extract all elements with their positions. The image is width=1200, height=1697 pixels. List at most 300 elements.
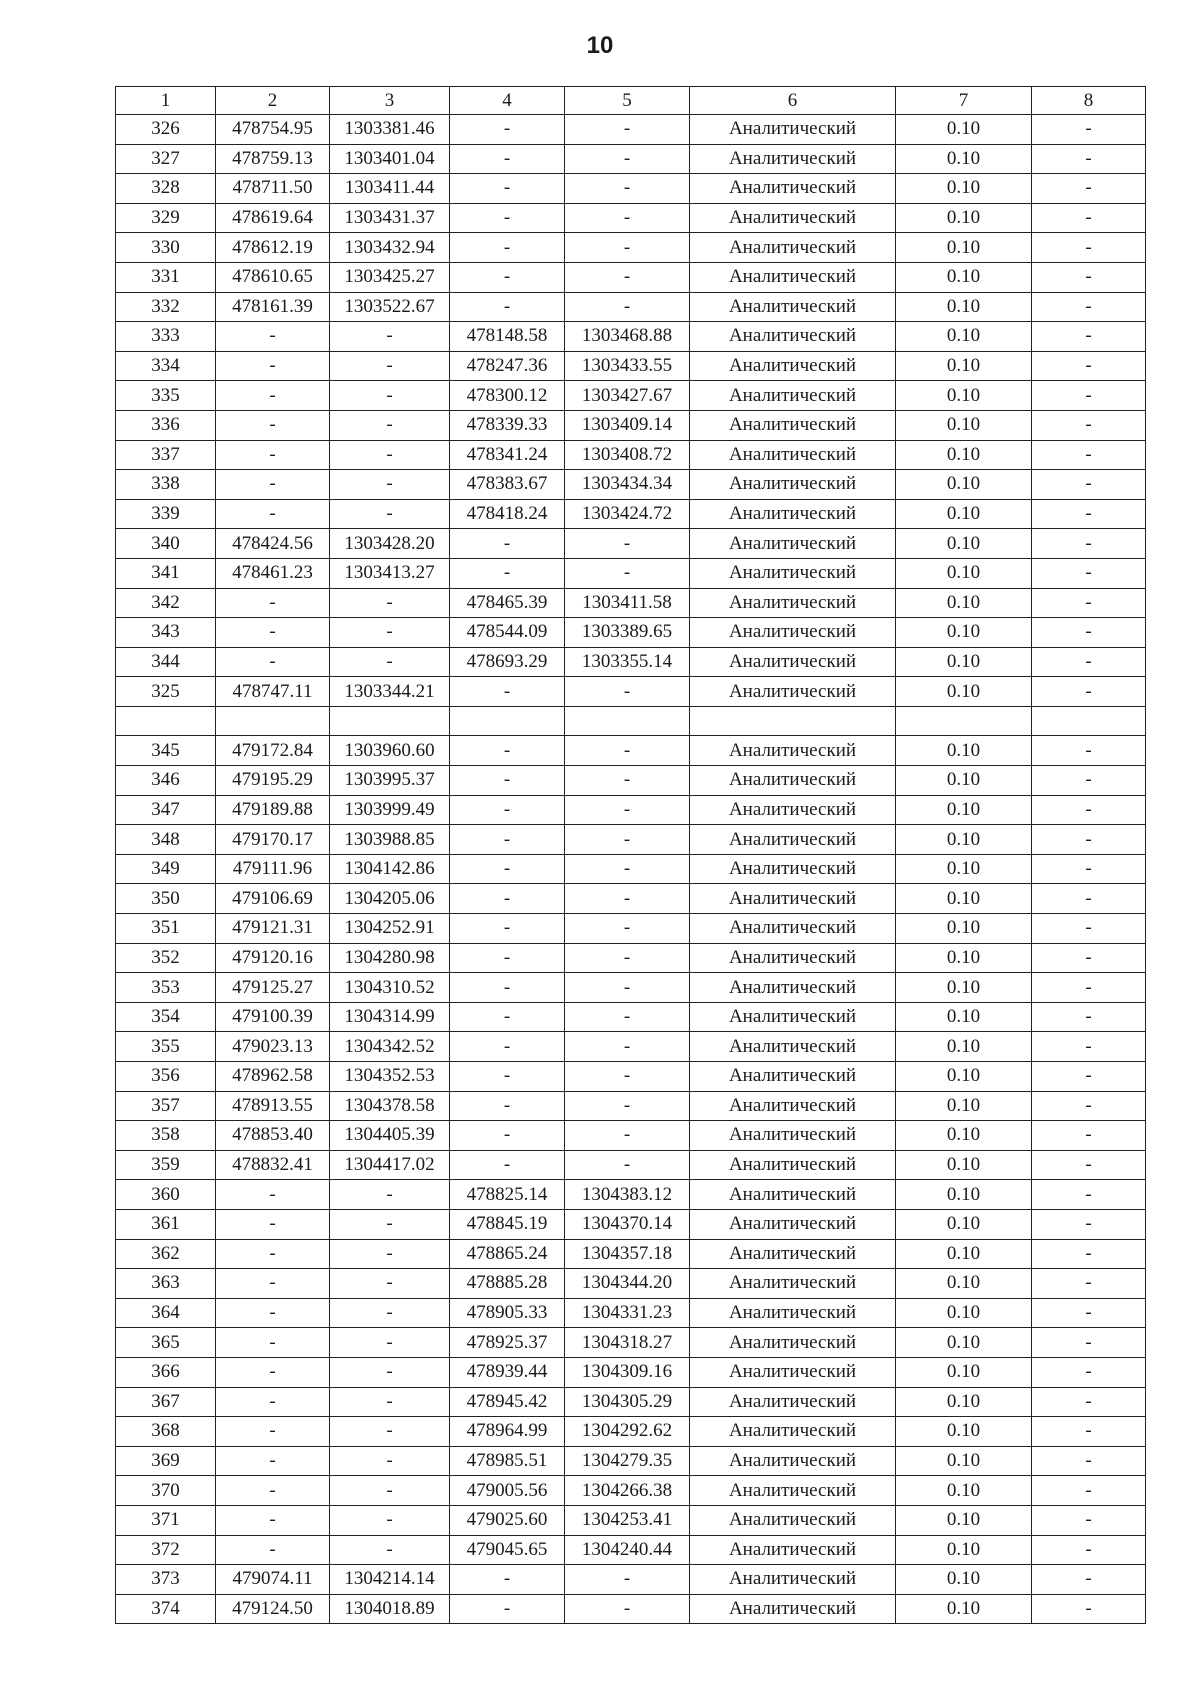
y-existing-cell: - xyxy=(330,381,450,411)
point-number-cell: 333 xyxy=(116,322,216,352)
x-existing-cell: 478832.41 xyxy=(216,1150,330,1180)
point-number-cell: 339 xyxy=(116,499,216,529)
note-cell: - xyxy=(1032,943,1146,973)
accuracy-cell: 0.10 xyxy=(896,144,1032,174)
x-existing-cell: 479120.16 xyxy=(216,943,330,973)
x-new-cell: - xyxy=(450,558,565,588)
note-cell: - xyxy=(1032,884,1146,914)
point-number-cell: 326 xyxy=(116,115,216,145)
y-new-cell: 1304253.41 xyxy=(565,1505,690,1535)
table-row xyxy=(116,1446,1146,1476)
column-header: 2 xyxy=(216,87,330,115)
table-row xyxy=(116,1180,1146,1210)
y-existing-cell: 1303431.37 xyxy=(330,203,450,233)
table-row xyxy=(116,115,1146,145)
accuracy-cell: 0.10 xyxy=(896,736,1032,766)
note-cell: - xyxy=(1032,1032,1146,1062)
y-existing-cell: 1303428.20 xyxy=(330,529,450,559)
note-cell: - xyxy=(1032,1091,1146,1121)
accuracy-cell: 0.10 xyxy=(896,943,1032,973)
x-new-cell: - xyxy=(450,1565,565,1595)
point-number-cell: 360 xyxy=(116,1180,216,1210)
accuracy-cell: 0.10 xyxy=(896,1565,1032,1595)
method-cell: Аналитический xyxy=(690,766,896,796)
y-new-cell: - xyxy=(565,825,690,855)
y-new-cell: 1304370.14 xyxy=(565,1209,690,1239)
note-cell: - xyxy=(1032,1062,1146,1092)
note-cell: - xyxy=(1032,1476,1146,1506)
table-row xyxy=(116,736,1146,766)
x-new-cell: - xyxy=(450,262,565,292)
accuracy-cell: 0.10 xyxy=(896,1002,1032,1032)
x-new-cell: - xyxy=(450,1594,565,1624)
y-new-cell: - xyxy=(565,736,690,766)
table-row xyxy=(116,529,1146,559)
table-row xyxy=(116,973,1146,1003)
y-existing-cell: 1304142.86 xyxy=(330,854,450,884)
note-cell: - xyxy=(1032,766,1146,796)
x-new-cell: 478964.99 xyxy=(450,1417,565,1447)
point-number-cell: 349 xyxy=(116,854,216,884)
x-new-cell: - xyxy=(450,1091,565,1121)
table-row xyxy=(116,1269,1146,1299)
method-cell: Аналитический xyxy=(690,1505,896,1535)
y-new-cell: - xyxy=(565,1150,690,1180)
point-number-cell: 359 xyxy=(116,1150,216,1180)
x-existing-cell: - xyxy=(216,1209,330,1239)
accuracy-cell: 0.10 xyxy=(896,1239,1032,1269)
x-new-cell: - xyxy=(450,943,565,973)
note-cell: - xyxy=(1032,588,1146,618)
method-cell: Аналитический xyxy=(690,854,896,884)
x-new-cell: 478418.24 xyxy=(450,499,565,529)
point-number-cell: 348 xyxy=(116,825,216,855)
note-cell: - xyxy=(1032,470,1146,500)
table-row xyxy=(116,588,1146,618)
accuracy-cell: 0.10 xyxy=(896,1062,1032,1092)
x-new-cell: 478383.67 xyxy=(450,470,565,500)
method-cell: Аналитический xyxy=(690,1328,896,1358)
point-number-cell: 352 xyxy=(116,943,216,973)
table-row xyxy=(116,1150,1146,1180)
y-new-cell: 1304344.20 xyxy=(565,1269,690,1299)
accuracy-cell: 0.10 xyxy=(896,1417,1032,1447)
table-row xyxy=(116,1328,1146,1358)
method-cell: Аналитический xyxy=(690,558,896,588)
table-row xyxy=(116,1565,1146,1595)
y-existing-cell: - xyxy=(330,647,450,677)
note-cell: - xyxy=(1032,825,1146,855)
point-number-cell: 350 xyxy=(116,884,216,914)
coordinate-table xyxy=(115,86,1146,1624)
table-row xyxy=(116,914,1146,944)
point-number-cell: 328 xyxy=(116,174,216,204)
y-existing-cell: - xyxy=(330,1446,450,1476)
x-new-cell: 478945.42 xyxy=(450,1387,565,1417)
table-body xyxy=(116,115,1146,1624)
x-existing-cell: 478424.56 xyxy=(216,529,330,559)
x-existing-cell: - xyxy=(216,1387,330,1417)
point-number-cell: 370 xyxy=(116,1476,216,1506)
table-row xyxy=(116,884,1146,914)
x-new-cell: - xyxy=(450,825,565,855)
x-existing-cell: - xyxy=(216,588,330,618)
y-new-cell: 1303424.72 xyxy=(565,499,690,529)
y-new-cell: - xyxy=(565,529,690,559)
x-new-cell: - xyxy=(450,854,565,884)
x-existing-cell: 478759.13 xyxy=(216,144,330,174)
y-new-cell: - xyxy=(565,795,690,825)
y-existing-cell: 1303995.37 xyxy=(330,766,450,796)
x-existing-cell: 479100.39 xyxy=(216,1002,330,1032)
point-number-cell: 355 xyxy=(116,1032,216,1062)
y-new-cell: - xyxy=(565,1091,690,1121)
table-row xyxy=(116,825,1146,855)
x-existing-cell: 478461.23 xyxy=(216,558,330,588)
note-cell: - xyxy=(1032,1180,1146,1210)
point-number-cell: 366 xyxy=(116,1357,216,1387)
point-number-cell: 374 xyxy=(116,1594,216,1624)
table-row xyxy=(116,706,1146,736)
note-cell: - xyxy=(1032,351,1146,381)
note-cell: - xyxy=(1032,618,1146,648)
note-cell: - xyxy=(1032,1328,1146,1358)
x-new-cell: 478339.33 xyxy=(450,410,565,440)
y-existing-cell: 1303522.67 xyxy=(330,292,450,322)
table-row xyxy=(116,470,1146,500)
x-new-cell: - xyxy=(450,174,565,204)
method-cell: Аналитический xyxy=(690,115,896,145)
note-cell: - xyxy=(1032,1150,1146,1180)
y-new-cell: - xyxy=(565,973,690,1003)
table-row xyxy=(116,1505,1146,1535)
accuracy-cell: 0.10 xyxy=(896,618,1032,648)
method-cell: Аналитический xyxy=(690,677,896,707)
note-cell: - xyxy=(1032,736,1146,766)
y-new-cell: - xyxy=(565,677,690,707)
y-existing-cell: - xyxy=(330,499,450,529)
point-number-cell: 363 xyxy=(116,1269,216,1299)
note-cell: - xyxy=(1032,854,1146,884)
method-cell: Аналитический xyxy=(690,499,896,529)
method-cell: Аналитический xyxy=(690,795,896,825)
x-existing-cell: - xyxy=(216,1417,330,1447)
accuracy-cell: 0.10 xyxy=(896,1121,1032,1151)
y-existing-cell: 1303425.27 xyxy=(330,262,450,292)
y-new-cell: 1304305.29 xyxy=(565,1387,690,1417)
x-new-cell: 478825.14 xyxy=(450,1180,565,1210)
x-new-cell: 478885.28 xyxy=(450,1269,565,1299)
column-header: 7 xyxy=(896,87,1032,115)
y-existing-cell: 1303401.04 xyxy=(330,144,450,174)
x-existing-cell: 479170.17 xyxy=(216,825,330,855)
method-cell: Аналитический xyxy=(690,1209,896,1239)
accuracy-cell: 0.10 xyxy=(896,1505,1032,1535)
x-existing-cell: 478711.50 xyxy=(216,174,330,204)
y-new-cell: - xyxy=(565,1062,690,1092)
x-new-cell: - xyxy=(450,1062,565,1092)
accuracy-cell: 0.10 xyxy=(896,1032,1032,1062)
method-cell: Аналитический xyxy=(690,1417,896,1447)
x-existing-cell: - xyxy=(216,381,330,411)
y-new-cell: - xyxy=(565,943,690,973)
x-existing-cell: - xyxy=(216,440,330,470)
method-cell: Аналитический xyxy=(690,1298,896,1328)
table-row xyxy=(116,499,1146,529)
accuracy-cell: 0.10 xyxy=(896,115,1032,145)
x-new-cell: - xyxy=(450,766,565,796)
note-cell: - xyxy=(1032,647,1146,677)
method-cell: Аналитический xyxy=(690,1121,896,1151)
table-row xyxy=(116,647,1146,677)
note-cell: - xyxy=(1032,499,1146,529)
accuracy-cell: 0.10 xyxy=(896,558,1032,588)
table-row xyxy=(116,618,1146,648)
column-header: 6 xyxy=(690,87,896,115)
y-new-cell: 1303468.88 xyxy=(565,322,690,352)
method-cell xyxy=(690,706,896,736)
method-cell: Аналитический xyxy=(690,914,896,944)
x-new-cell: - xyxy=(450,1150,565,1180)
x-existing-cell: - xyxy=(216,1239,330,1269)
point-number-cell: 332 xyxy=(116,292,216,322)
y-existing-cell: 1303381.46 xyxy=(330,115,450,145)
note-cell: - xyxy=(1032,973,1146,1003)
accuracy-cell: 0.10 xyxy=(896,470,1032,500)
y-new-cell: - xyxy=(565,1002,690,1032)
y-existing-cell: 1304342.52 xyxy=(330,1032,450,1062)
y-new-cell: 1304292.62 xyxy=(565,1417,690,1447)
accuracy-cell: 0.10 xyxy=(896,233,1032,263)
y-new-cell: - xyxy=(565,292,690,322)
point-number-cell: 331 xyxy=(116,262,216,292)
y-existing-cell: - xyxy=(330,1269,450,1299)
y-new-cell: 1303408.72 xyxy=(565,440,690,470)
y-new-cell: - xyxy=(565,262,690,292)
x-existing-cell: - xyxy=(216,322,330,352)
y-existing-cell: 1304378.58 xyxy=(330,1091,450,1121)
y-new-cell: 1304331.23 xyxy=(565,1298,690,1328)
x-existing-cell: - xyxy=(216,1328,330,1358)
table-row xyxy=(116,410,1146,440)
y-new-cell: - xyxy=(565,1121,690,1151)
y-new-cell: - xyxy=(565,1565,690,1595)
y-existing-cell: 1303988.85 xyxy=(330,825,450,855)
y-existing-cell: - xyxy=(330,1535,450,1565)
x-existing-cell: 479124.50 xyxy=(216,1594,330,1624)
point-number-cell: 340 xyxy=(116,529,216,559)
table-row xyxy=(116,558,1146,588)
x-existing-cell: - xyxy=(216,470,330,500)
x-new-cell: 478341.24 xyxy=(450,440,565,470)
note-cell: - xyxy=(1032,322,1146,352)
x-new-cell: - xyxy=(450,884,565,914)
y-existing-cell: - xyxy=(330,1180,450,1210)
accuracy-cell: 0.10 xyxy=(896,1535,1032,1565)
method-cell: Аналитический xyxy=(690,1062,896,1092)
method-cell: Аналитический xyxy=(690,233,896,263)
y-new-cell xyxy=(565,706,690,736)
x-existing-cell: - xyxy=(216,647,330,677)
note-cell: - xyxy=(1032,529,1146,559)
x-existing-cell: 478913.55 xyxy=(216,1091,330,1121)
note-cell: - xyxy=(1032,1002,1146,1032)
x-new-cell: - xyxy=(450,115,565,145)
table-row xyxy=(116,262,1146,292)
method-cell: Аналитический xyxy=(690,647,896,677)
x-new-cell: 478939.44 xyxy=(450,1357,565,1387)
method-cell: Аналитический xyxy=(690,1446,896,1476)
x-new-cell: 478148.58 xyxy=(450,322,565,352)
note-cell: - xyxy=(1032,410,1146,440)
x-new-cell: - xyxy=(450,973,565,1003)
y-existing-cell: - xyxy=(330,1328,450,1358)
method-cell: Аналитический xyxy=(690,588,896,618)
table-row xyxy=(116,1535,1146,1565)
y-new-cell: - xyxy=(565,766,690,796)
y-new-cell: 1304318.27 xyxy=(565,1328,690,1358)
method-cell: Аналитический xyxy=(690,174,896,204)
point-number-cell: 343 xyxy=(116,618,216,648)
x-existing-cell: - xyxy=(216,1535,330,1565)
note-cell: - xyxy=(1032,914,1146,944)
x-existing-cell: 478161.39 xyxy=(216,292,330,322)
x-existing-cell: 479111.96 xyxy=(216,854,330,884)
y-new-cell: 1304279.35 xyxy=(565,1446,690,1476)
note-cell: - xyxy=(1032,1505,1146,1535)
accuracy-cell: 0.10 xyxy=(896,1298,1032,1328)
x-new-cell: 479045.65 xyxy=(450,1535,565,1565)
point-number-cell: 371 xyxy=(116,1505,216,1535)
note-cell: - xyxy=(1032,203,1146,233)
x-new-cell: - xyxy=(450,914,565,944)
x-existing-cell: 478610.65 xyxy=(216,262,330,292)
table-row xyxy=(116,1062,1146,1092)
note-cell: - xyxy=(1032,1298,1146,1328)
y-existing-cell: - xyxy=(330,1387,450,1417)
accuracy-cell: 0.10 xyxy=(896,973,1032,1003)
point-number-cell: 373 xyxy=(116,1565,216,1595)
x-new-cell: 478465.39 xyxy=(450,588,565,618)
note-cell: - xyxy=(1032,558,1146,588)
point-number-cell: 329 xyxy=(116,203,216,233)
accuracy-cell: 0.10 xyxy=(896,174,1032,204)
y-existing-cell: 1303960.60 xyxy=(330,736,450,766)
accuracy-cell: 0.10 xyxy=(896,647,1032,677)
table-row xyxy=(116,1209,1146,1239)
y-existing-cell: 1303432.94 xyxy=(330,233,450,263)
method-cell: Аналитический xyxy=(690,618,896,648)
x-existing-cell: 478853.40 xyxy=(216,1121,330,1151)
point-number-cell: 341 xyxy=(116,558,216,588)
x-new-cell: - xyxy=(450,677,565,707)
table-row xyxy=(116,1417,1146,1447)
method-cell: Аналитический xyxy=(690,1150,896,1180)
table-row xyxy=(116,766,1146,796)
accuracy-cell: 0.10 xyxy=(896,499,1032,529)
y-existing-cell: 1304352.53 xyxy=(330,1062,450,1092)
y-existing-cell: - xyxy=(330,351,450,381)
y-new-cell: 1304240.44 xyxy=(565,1535,690,1565)
accuracy-cell: 0.10 xyxy=(896,1594,1032,1624)
y-new-cell: 1303389.65 xyxy=(565,618,690,648)
x-new-cell: - xyxy=(450,233,565,263)
point-number-cell: 325 xyxy=(116,677,216,707)
x-new-cell: 478693.29 xyxy=(450,647,565,677)
accuracy-cell: 0.10 xyxy=(896,262,1032,292)
y-new-cell: 1303409.14 xyxy=(565,410,690,440)
x-existing-cell: 479195.29 xyxy=(216,766,330,796)
point-number-cell: 369 xyxy=(116,1446,216,1476)
method-cell: Аналитический xyxy=(690,203,896,233)
table-row xyxy=(116,1091,1146,1121)
y-new-cell: - xyxy=(565,174,690,204)
point-number-cell: 342 xyxy=(116,588,216,618)
x-existing-cell: 479125.27 xyxy=(216,973,330,1003)
accuracy-cell: 0.10 xyxy=(896,410,1032,440)
x-new-cell: - xyxy=(450,736,565,766)
table-row xyxy=(116,1298,1146,1328)
x-existing-cell: - xyxy=(216,410,330,440)
point-number-cell: 336 xyxy=(116,410,216,440)
table-row xyxy=(116,1002,1146,1032)
point-number-cell: 335 xyxy=(116,381,216,411)
point-number-cell: 367 xyxy=(116,1387,216,1417)
x-existing-cell: 478754.95 xyxy=(216,115,330,145)
x-existing-cell: - xyxy=(216,1180,330,1210)
method-cell: Аналитический xyxy=(690,1002,896,1032)
point-number-cell: 357 xyxy=(116,1091,216,1121)
x-existing-cell: 479189.88 xyxy=(216,795,330,825)
method-cell: Аналитический xyxy=(690,144,896,174)
note-cell: - xyxy=(1032,1269,1146,1299)
x-new-cell: 478985.51 xyxy=(450,1446,565,1476)
point-number-cell: 364 xyxy=(116,1298,216,1328)
x-new-cell: - xyxy=(450,292,565,322)
y-existing-cell: - xyxy=(330,1239,450,1269)
note-cell xyxy=(1032,706,1146,736)
table-row xyxy=(116,1239,1146,1269)
x-existing-cell: 479106.69 xyxy=(216,884,330,914)
x-new-cell: 479025.60 xyxy=(450,1505,565,1535)
point-number-cell: 347 xyxy=(116,795,216,825)
point-number-cell: 351 xyxy=(116,914,216,944)
x-new-cell: - xyxy=(450,1002,565,1032)
accuracy-cell: 0.10 xyxy=(896,884,1032,914)
table-row xyxy=(116,233,1146,263)
accuracy-cell: 0.10 xyxy=(896,1357,1032,1387)
point-number-cell: 338 xyxy=(116,470,216,500)
method-cell: Аналитический xyxy=(690,736,896,766)
x-existing-cell: - xyxy=(216,351,330,381)
y-new-cell: 1303434.34 xyxy=(565,470,690,500)
x-existing-cell: 478612.19 xyxy=(216,233,330,263)
method-cell: Аналитический xyxy=(690,351,896,381)
y-existing-cell: - xyxy=(330,618,450,648)
y-existing-cell: 1303344.21 xyxy=(330,677,450,707)
x-new-cell: - xyxy=(450,1121,565,1151)
y-new-cell: - xyxy=(565,884,690,914)
table-row xyxy=(116,1594,1146,1624)
point-number-cell xyxy=(116,706,216,736)
x-new-cell: 478865.24 xyxy=(450,1239,565,1269)
method-cell: Аналитический xyxy=(690,1565,896,1595)
y-existing-cell: 1303999.49 xyxy=(330,795,450,825)
method-cell: Аналитический xyxy=(690,470,896,500)
method-cell: Аналитический xyxy=(690,292,896,322)
point-number-cell: 345 xyxy=(116,736,216,766)
note-cell: - xyxy=(1032,262,1146,292)
